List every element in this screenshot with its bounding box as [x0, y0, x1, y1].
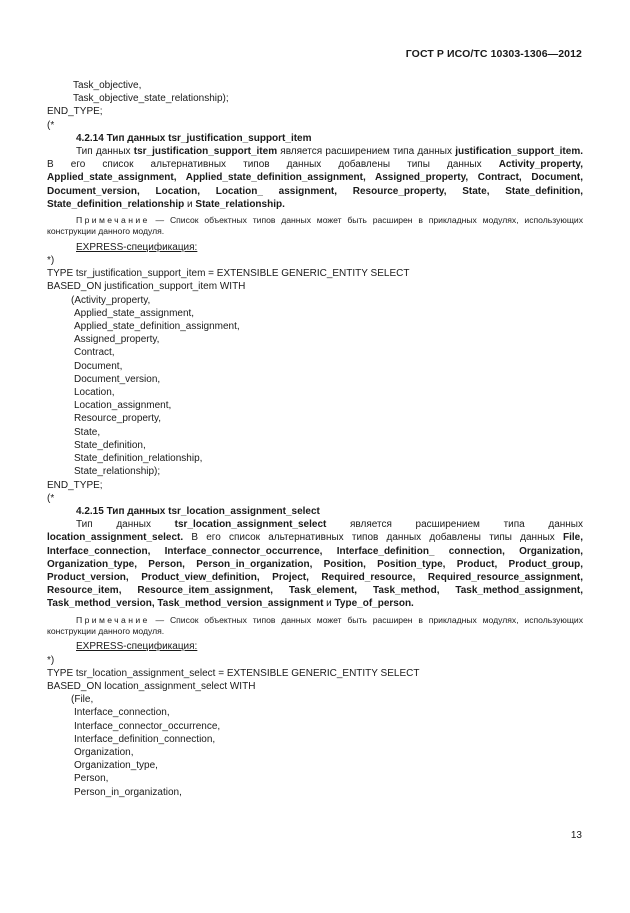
code-line: State, [74, 426, 101, 438]
code-line: Location_assignment, [74, 400, 172, 412]
code-line: State_definition, [74, 439, 146, 451]
section-paragraph [47, 145, 583, 211]
paragraph-text: В его список альтернативных типов данных добавлены типы данных [47, 159, 499, 171]
code-line: TYPE tsr_justification_support_item = EXTENSIBLE GENERIC_ENTITY SELECT [47, 268, 410, 280]
code-line: Resource_property, [74, 413, 162, 425]
code-line: Interface_connection, [74, 707, 170, 719]
code-line: State_relationship); [74, 466, 161, 478]
code-line: State_definition_relationship, [74, 453, 203, 465]
express-spec-label: EXPRESS-спецификация: [76, 241, 198, 253]
paragraph-bold: Type_of_person. [334, 598, 414, 610]
code-line: Interface_connector_occurrence, [74, 720, 221, 732]
code-line: *) [47, 654, 55, 666]
note-lead: Примечание [76, 614, 150, 625]
code-line: (File, [71, 694, 94, 706]
paragraph-bold: tsr_location_assignment_select [174, 519, 327, 531]
paragraph-bold: location_assignment_select. [47, 532, 184, 544]
code-line: END_TYPE; [47, 106, 103, 118]
paragraph-text: В его список альтернативных типов данных добавлены типы данных [183, 532, 563, 544]
section-heading-4-2-14: 4.2.14 Тип данных tsr_justification_support_item [76, 132, 312, 144]
code-line: Person_in_organization, [74, 786, 182, 798]
paragraph-text: и [184, 198, 196, 210]
code-line: Location, [74, 387, 115, 399]
section-paragraph [47, 518, 583, 610]
code-line: (* [47, 119, 55, 131]
paragraph-bold: justification_support_item. [455, 146, 583, 158]
code-line: Organization, [74, 746, 134, 758]
paragraph-bold: Activity_property, Applied_state_assignment, Applied_state_definition_assignment, Assigned_property, Contract, Document, Document_version, Location, Location_ assignment, Resource_property, State, State_definition, State_definition_relationship [47, 159, 583, 210]
note-text: — Список объектных типов данных может быть расширен в прикладных модулях, использующих конструкции данного модуля. [47, 215, 583, 237]
code-line: (Activity_property, [71, 294, 151, 306]
paragraph-text: и [323, 598, 335, 610]
code-line: Organization_type, [74, 760, 158, 772]
code-line: BASED_ON location_assignment_select WITH [47, 680, 256, 692]
code-line: Person, [74, 773, 109, 785]
code-line: Applied_state_definition_assignment, [74, 321, 240, 333]
code-line: BASED_ON justification_support_item WITH [47, 281, 246, 293]
code-line: Task_objective, [73, 80, 142, 91]
note [47, 215, 583, 238]
page-content [47, 79, 583, 799]
note [47, 615, 583, 638]
paragraph-text: Тип данных [76, 146, 134, 158]
paragraph-text: является расширением типа данных [277, 146, 456, 158]
note-text: — Список объектных типов данных может быть расширен в прикладных модулях, использующих конструкции данного модуля. [47, 614, 583, 636]
paragraph-text: Тип данных [76, 519, 175, 531]
code-line: Task_objective_state_relationship); [73, 93, 229, 105]
code-line: Contract, [74, 347, 115, 359]
page-number: 13 [570, 830, 582, 841]
note-lead: Примечание [76, 215, 150, 226]
document-header: ГОСТ Р ИСО/ТС 10303-1306—2012 [405, 48, 582, 60]
paragraph-bold: tsr_justification_support_item [133, 146, 278, 158]
code-line: Document, [74, 360, 123, 372]
code-line: Document_version, [74, 373, 161, 385]
code-line: END_TYPE; [47, 479, 103, 491]
code-line: TYPE tsr_location_assignment_select = EXTENSIBLE GENERIC_ENTITY SELECT [47, 667, 420, 679]
code-line: *) [47, 255, 55, 267]
paragraph-text: является расширением типа данных [326, 519, 583, 531]
paragraph-bold: State_relationship. [195, 198, 285, 210]
paragraph-bold: File, Interface_connection, Interface_connector_occurrence, Interface_definition_ connection, Organization, Organization_type, Person, Person_in_organization, Position, Position_type, Product, Product_group, Product_version, Product_view_definition, Project, Required_resource, Required_resource_assignment, Resource_item, Resource_item_assignment, Task_element, Task_method, Task_method_assignment, Task_method_version, Task_method_version_assignment [47, 532, 583, 610]
express-spec-label: EXPRESS-спецификация: [76, 641, 198, 653]
code-line: Interface_definition_connection, [74, 733, 216, 745]
code-line: Applied_state_assignment, [74, 307, 195, 319]
section-heading-4-2-15: 4.2.15 Тип данных tsr_location_assignment_select [76, 505, 320, 517]
code-line: Assigned_property, [74, 334, 160, 346]
code-line: (* [47, 492, 55, 504]
